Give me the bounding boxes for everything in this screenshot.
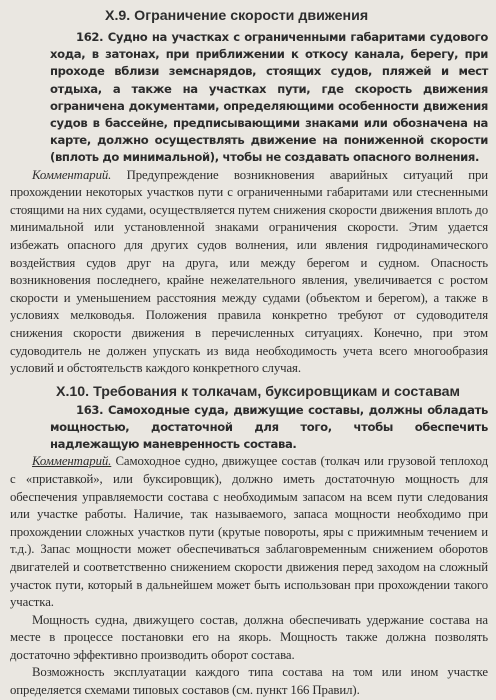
comment-label: Комментарий. [32,167,112,182]
rule-text [10,29,488,167]
comment-paragraph [10,453,488,611]
comment-text: Предупреждение возникновения аварийных ситуаций при прохождении некоторых участков пути с ограниченными габаритами или стесненными стоящими на них судами, осуществляется путем снижения скорости движения вплоть до минимальной или установленной знаками ограничения скорости. Этим удается избежать опасного для других судов волнения, или явления гидродинамического воздействия судов друг на друга, или между берегом и судном. Опасность возникновения последнего, крайне нежелательного явления, увеличивается с ростом скорости и уменьшением расстояния между судами (объектом и берегом), а также в условиях мелководья. Положения правила конкретно требуют от судоводителя снижения скорости движения в перечисленных ситуациях. Конечно, при этом судоводитель не должен упускать из вида необходимость учета всего многообразия условий и обстоятельств каждого конкретного случая. [10,167,488,376]
rule-body: Самоходные суда, движущие составы, должны обладать мощностью, достаточной для того, чтобы обеспечить надлежащую маневренность состава. [50,402,489,452]
rule-number: 163. [76,402,104,417]
rule-number: 162. [76,30,104,44]
section-heading: X.10. Требования к толкачам, буксировщикам и составам [56,383,461,400]
rule-text [10,402,488,454]
comment-text: Самоходное судно, движущее состав (толкач или грузовой теплоход с «приставкой», или буксировщик), должно иметь достаточную мощность для обеспечения управляемости состава с необходимым запасом на всем пути следования или участке работы. Наличие, так называемого, запаса мощности необходимо при прохождении сложных участков пути (крутые повороты, яры с прижимным течением и т.д.). Запас мощности может обеспечиваться заблаговременным снижением оборотов двигателей и соответственно снижением скорости движения перед заходом на сложный участок пути, который в дальнейшем может быть использован при прохождении такого участка. [10,454,488,610]
comment-label: Комментарий. [32,454,112,469]
comment-paragraph [10,167,488,378]
rule-body: Судно на участках с ограниченными габаритами судового хода, в затонах, при приближении к откосу канала, берегу, при проходе вблизи земснарядов, стоящих судов, пляжей и мест отдыха, а также на участках пути, где скорость движения ограничена документами, определяющими особенности движения судов в бассейне, предписывающими знаками или обозначена на карте, должно осуществлять движение на пониженной скорости (вплоть до минимальной), чтобы не создавать опасного волнения. [50,30,488,165]
comment-paragraph: Возможность эксплуатации каждого типа состава на том или ином участке определяется схемами типовых составов (см. пункт 166 Правил). [10,665,488,698]
section-heading: X.9. Ограничение скорости движения [105,8,369,24]
comment-paragraph: Мощность судна, движущего состав, должна обеспечивать удержание состава на месте в процессе постановки его на якорь. Мощность также должна позволять достаточно эффективно производить оборот состава. [10,612,488,662]
